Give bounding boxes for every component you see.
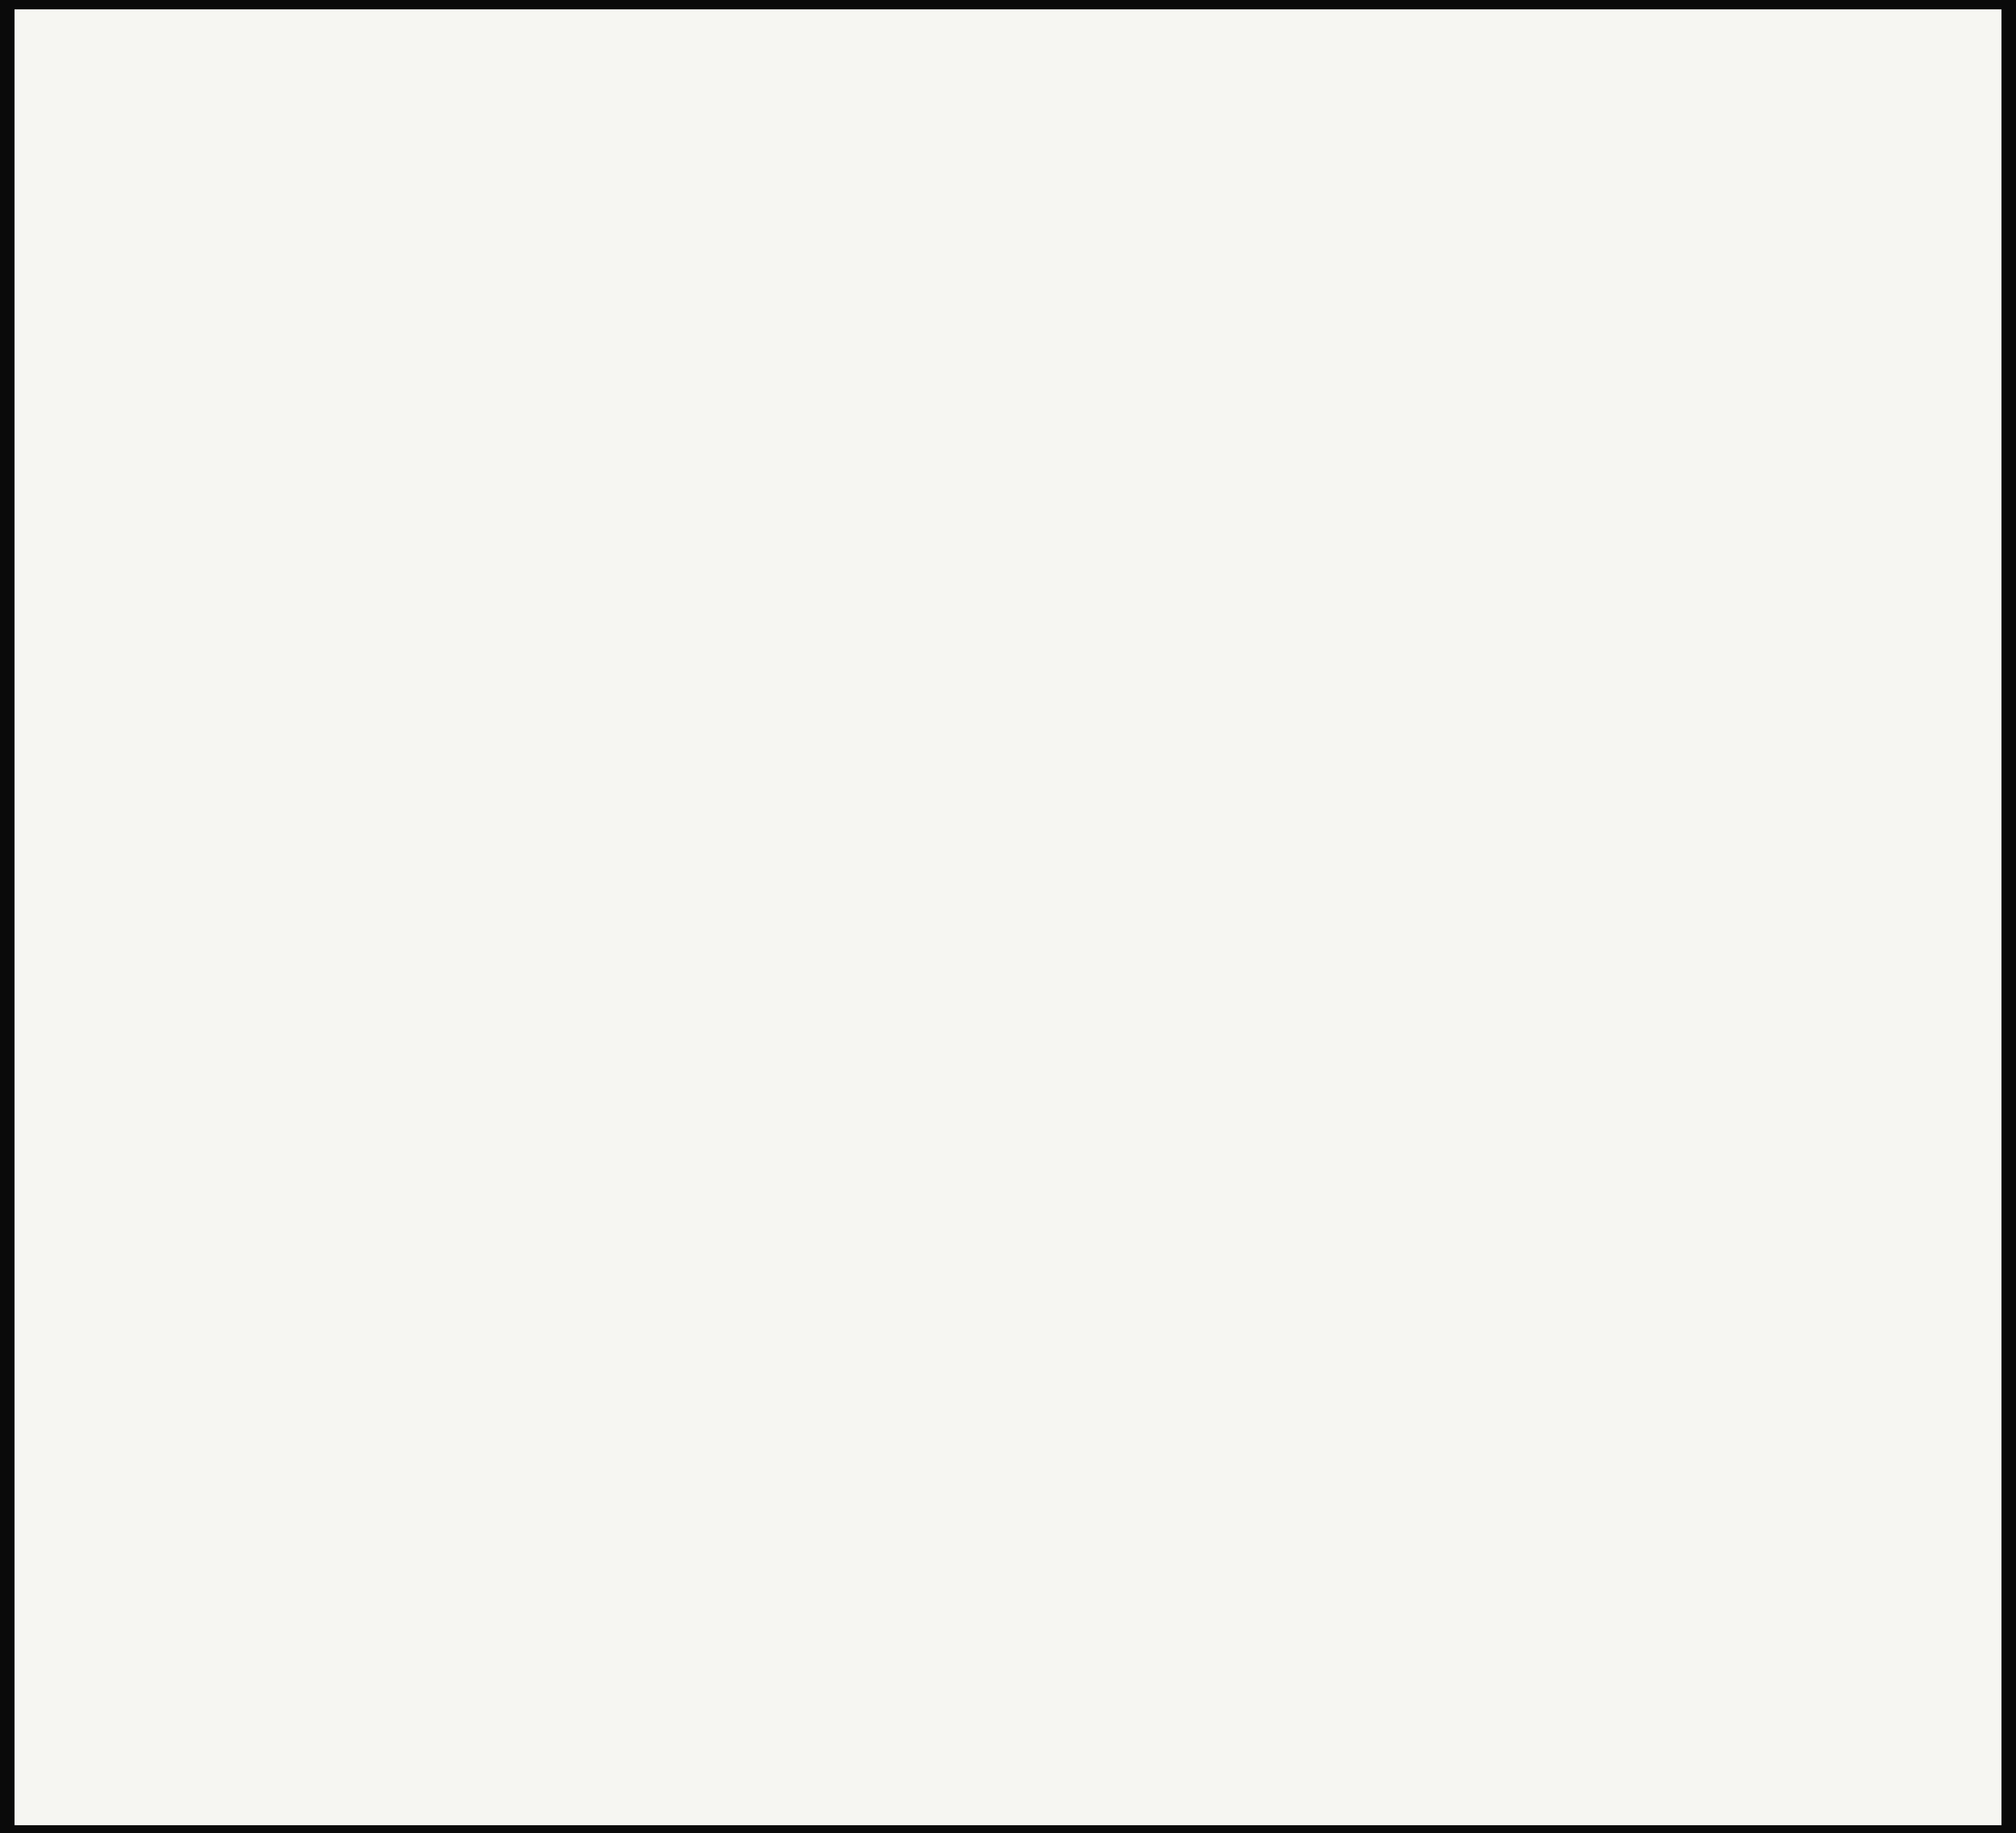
manifest-sheet [15,9,2001,1825]
